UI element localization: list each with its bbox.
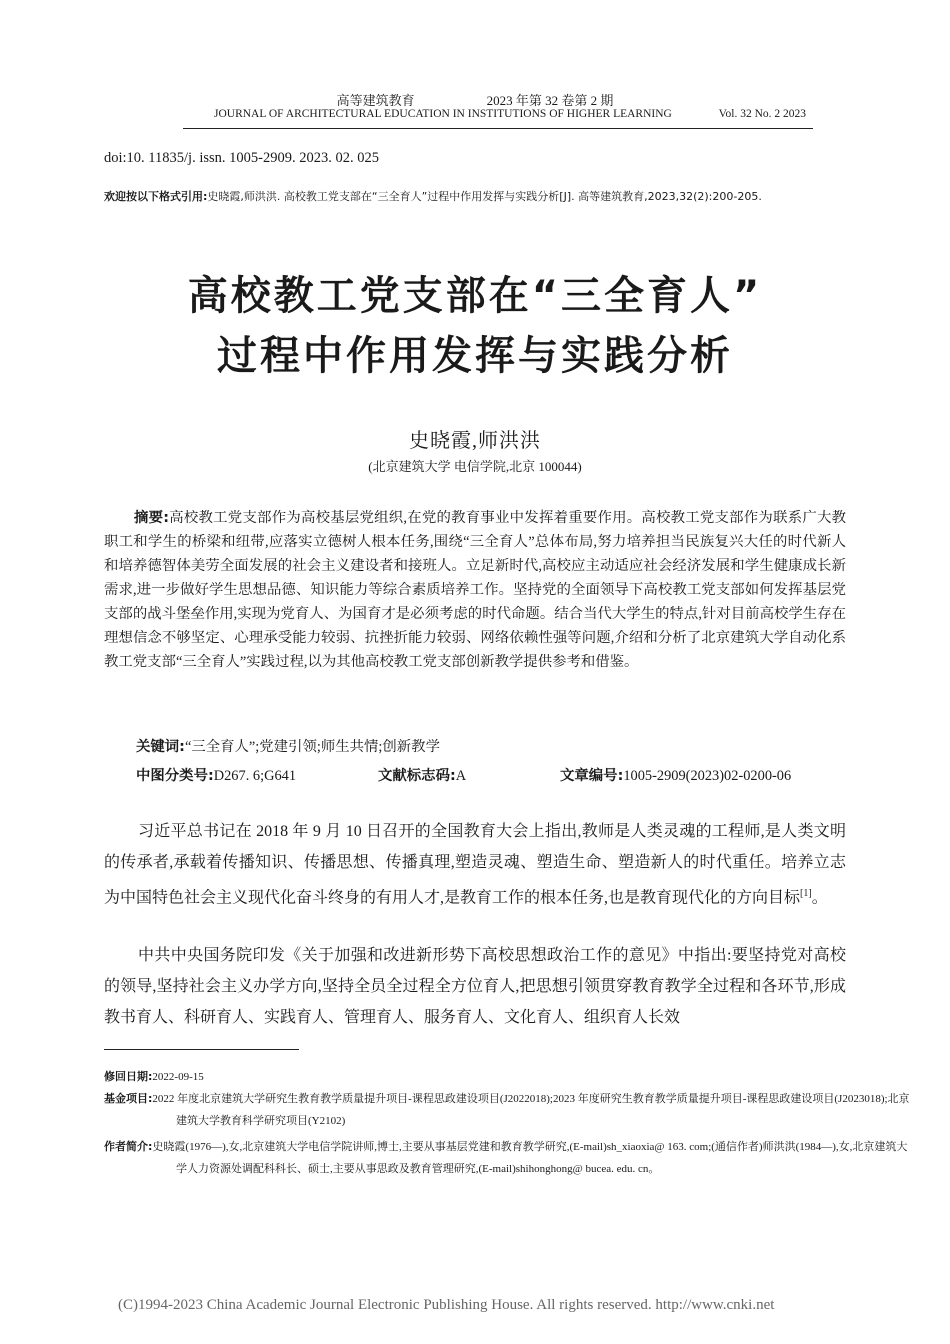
title-line-2: 过程中作用发挥与实践分析 (217, 333, 733, 379)
citation-label: 欢迎按以下格式引用: (104, 190, 208, 203)
keywords (136, 735, 440, 756)
citation-text: 史晓霞,师洪洪. 高校教工党支部在“三全育人”过程中作用发挥与实践分析[J]. 高等建筑教育,2023,32(2):200-205. (207, 190, 762, 203)
document-code (378, 764, 466, 785)
doi-line[interactable]: doi:10. 11835/j. issn. 1005-2909. 2023. 02. 025 (104, 150, 379, 166)
bio-value: 史晓霞(1976—),女,北京建筑大学电信学院讲师,博士,主要从事基层党建和教育教学研究,(E-mail)sh_xiaoxia@ 163. com;(通信作者)师洪洪(1984—),女,北京建筑大学人力资源处调配科科长、硕士,主要从事思政及教育管理研究,(E-mail)shihonghong@ bucea. edu. cn。 (152, 1141, 908, 1175)
doc-code-value: A (455, 768, 467, 784)
article-number (560, 764, 791, 785)
keywords-text: “三全育人”;党建引领;师生共情;创新教学 (184, 739, 440, 755)
para1-text: 习近平总书记在 2018 年 9 月 10 日召开的全国教育大会上指出,教师是人类灵魂的工程师,是人类文明的传承者,承载着传播知识、传播思想、传播真理,塑造灵魂、塑造生命、塑造新人的时代重任。培养立志为中国特色社会主义现代化奋斗终身的有用人才,是教育工作的根本任务,也是教育现代化的方向目标 (104, 823, 846, 907)
reference-1[interactable]: [1] (800, 888, 812, 899)
journal-name-cn: 高等建筑教育 (336, 93, 415, 108)
abstract-label: 摘要: (134, 510, 170, 526)
doc-code-label: 文献标志码: (378, 768, 456, 784)
citation-line (104, 188, 864, 204)
para1-end: 。 (811, 889, 828, 907)
authors: 史晓霞,师洪洪 (409, 430, 541, 452)
article-number-label: 文章编号: (560, 768, 624, 784)
article-title (0, 266, 950, 386)
clc-label: 中图分类号: (136, 768, 214, 784)
footnote-author-bio (104, 1136, 918, 1180)
footnote-revised-date (104, 1066, 846, 1088)
keywords-label: 关键词: (136, 739, 185, 755)
fund-label: 基金项目: (104, 1092, 153, 1105)
footnote-fund (104, 1088, 918, 1132)
revised-value: 2022-09-15 (152, 1071, 204, 1083)
volume-info-en: Vol. 32 No. 2 2023 (718, 108, 806, 120)
clc-value: D267. 6;G641 (213, 768, 297, 784)
clc-number (136, 764, 296, 785)
abstract-text: 高校教工党支部作为高校基层党组织,在党的教育事业中发挥着重要作用。高校教工党支部作为联系广大教职工和学生的桥梁和纽带,应落实立德树人根本任务,围绕“三全育人”总体布局,努力培养担当民族复兴大任的时代新人和培养德智体美劳全面发展的社会主义建设者和接班人。立足新时代,高校应主动适应社会经济发展和学生健康成长新需求,进一步做好学生思想品德、知识能力等综合素质培养工作。坚持党的全面领导下高校教工党支部如何发挥基层党支部的战斗堡垒作用,实现为党育人、为国育才是必须考虑的时代命题。结合当代大学生的特点,针对目前高校学生存在理想信念不够坚定、心理承受能力较弱、抗挫折能力较弱、网络依赖性强等问题,介绍和分析了北京建筑大学自动化系教工党支部“三全育人”实践过程,以为其他高校教工党支部创新教学提供参考和借鉴。 (104, 510, 846, 670)
body-paragraph-1 (104, 816, 846, 913)
article-number-value: 1005-2909(2023)02-0200-06 (623, 768, 792, 784)
footnote-rule (104, 1049, 299, 1050)
title-line-1: 高校教工党支部在“三全育人” (187, 273, 763, 319)
running-header-en (214, 108, 806, 120)
abstract (104, 506, 846, 674)
revised-label: 修回日期: (104, 1070, 153, 1083)
affiliation: (北京建筑大学 电信学院,北京 100044) (368, 459, 582, 474)
fund-value: 2022 年度北京建筑大学研究生教育教学质量提升项目-课程思政建设项目(J2022018);2023 年度研究生教育教学质量提升项目-课程思政建设项目(J2023018);北京建筑大学教育科学研究项目(Y2102) (152, 1093, 910, 1127)
journal-name-en: JOURNAL OF ARCHITECTURAL EDUCATION IN INSTITUTIONS OF HIGHER LEARNING (214, 108, 672, 120)
issue-info-cn: 2023 年第 32 卷第 2 期 (486, 93, 614, 108)
bio-label: 作者简介: (104, 1140, 153, 1153)
running-header-cn (0, 90, 950, 109)
copyright-notice: (C)1994-2023 China Academic Journal Electronic Publishing House. All rights reserved. http://www.cnki.net (118, 1297, 775, 1313)
body-paragraph-2: 中共中央国务院印发《关于加强和改进新形势下高校思想政治工作的意见》中指出:要坚持党对高校的领导,坚持社会主义办学方向,坚持全员全过程全方位育人,把思想引领贯穿教育教学全过程和各环节,形成教书育人、科研育人、实践育人、管理育人、服务育人、文化育人、组织育人长效 (104, 947, 846, 1026)
header-rule (183, 128, 813, 129)
